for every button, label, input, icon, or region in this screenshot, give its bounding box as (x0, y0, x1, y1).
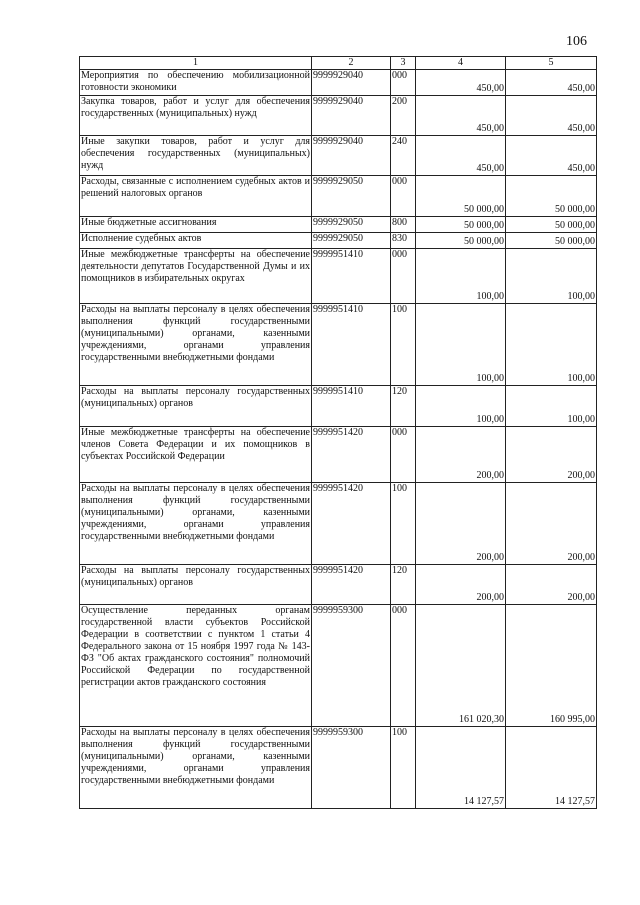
row-sum-2: 100,00 (506, 304, 597, 386)
row-sum-1: 200,00 (416, 483, 506, 565)
row-code: 9999951420 (312, 483, 391, 565)
row-sum-1: 161 020,30 (416, 605, 506, 727)
table-row (80, 386, 597, 427)
row-sum-1: 200,00 (416, 427, 506, 483)
row-code: 9999951420 (312, 427, 391, 483)
row-code: 9999929050 (312, 233, 391, 249)
row-name: Исполнение судебных актов (80, 233, 312, 249)
row-name: Расходы на выплаты персоналу государственных (муниципальных) органов (80, 565, 312, 605)
row-code: 9999929050 (312, 217, 391, 233)
row-name: Расходы, связанные с исполнением судебных актов и решений налоговых органов (80, 176, 312, 217)
row-vr: 000 (391, 249, 416, 304)
row-vr: 000 (391, 70, 416, 96)
table-row (80, 249, 597, 304)
table-row (80, 233, 597, 249)
row-sum-2: 200,00 (506, 483, 597, 565)
row-vr: 800 (391, 217, 416, 233)
row-name: Иные закупки товаров, работ и услуг для обеспечения государственных (муниципальных) нужд (80, 136, 312, 176)
row-code: 9999929050 (312, 176, 391, 217)
table-row (80, 427, 597, 483)
page-number: 106 (566, 34, 587, 49)
row-sum-1: 100,00 (416, 249, 506, 304)
header-col-3: 3 (391, 57, 416, 70)
row-code: 9999951420 (312, 565, 391, 605)
row-name: Закупка товаров, работ и услуг для обеспечения государственных (муниципальных) нужд (80, 96, 312, 136)
row-sum-1: 100,00 (416, 386, 506, 427)
row-name: Иные межбюджетные трансферты на обеспечение членов Совета Федерации и их помощников в субъектах Российской Федерации (80, 427, 312, 483)
row-sum-1: 450,00 (416, 136, 506, 176)
row-sum-2: 450,00 (506, 70, 597, 96)
row-sum-2: 100,00 (506, 249, 597, 304)
header-col-2: 2 (312, 57, 391, 70)
row-sum-2: 160 995,00 (506, 605, 597, 727)
table-row (80, 70, 597, 96)
row-sum-1: 50 000,00 (416, 176, 506, 217)
row-sum-1: 100,00 (416, 304, 506, 386)
table-row (80, 96, 597, 136)
row-vr: 200 (391, 96, 416, 136)
row-sum-2: 200,00 (506, 565, 597, 605)
row-code: 9999959300 (312, 605, 391, 727)
row-code: 9999929040 (312, 96, 391, 136)
table-row (80, 136, 597, 176)
row-vr: 120 (391, 386, 416, 427)
table-row (80, 304, 597, 386)
row-code: 9999951410 (312, 386, 391, 427)
header-col-4: 4 (416, 57, 506, 70)
row-sum-1: 450,00 (416, 96, 506, 136)
row-vr: 830 (391, 233, 416, 249)
row-sum-2: 100,00 (506, 386, 597, 427)
row-vr: 120 (391, 565, 416, 605)
row-code: 9999929040 (312, 70, 391, 96)
header-col-1: 1 (80, 57, 312, 70)
row-vr: 000 (391, 605, 416, 727)
row-sum-2: 450,00 (506, 136, 597, 176)
row-sum-1: 14 127,57 (416, 727, 506, 809)
row-vr: 100 (391, 483, 416, 565)
row-name: Расходы на выплаты персоналу в целях обеспечения выполнения функций государственными (муниципальными) органами, казенными учреждениями, органами управления государственными внебюджетными фондами (80, 727, 312, 809)
row-sum-1: 50 000,00 (416, 233, 506, 249)
row-name: Иные бюджетные ассигнования (80, 217, 312, 233)
header-row (80, 57, 597, 70)
row-name: Расходы на выплаты персоналу в целях обеспечения выполнения функций государственными (муниципальными) органами, казенными учреждениями, органами управления государственными внебюджетными фондами (80, 304, 312, 386)
table-row (80, 605, 597, 727)
row-code: 9999929040 (312, 136, 391, 176)
row-name: Иные межбюджетные трансферты на обеспечение деятельности депутатов Государственной Думы и их помощников в избирательных округах (80, 249, 312, 304)
row-vr: 000 (391, 176, 416, 217)
row-name: Мероприятия по обеспечению мобилизационной готовности экономики (80, 70, 312, 96)
row-vr: 100 (391, 304, 416, 386)
row-code: 9999959300 (312, 727, 391, 809)
row-name: Осуществление переданных органам государственной власти субъектов Российской Федерации в соответствии с пунктом 1 статьи 4 Федерального закона от 15 ноября 1997 года № 143-ФЗ "Об актах гражданского состояния" полномочий Российской Федерации по государственной регистрации актов гражданского состояния (80, 605, 312, 727)
table-row (80, 176, 597, 217)
row-code: 9999951410 (312, 304, 391, 386)
row-name: Расходы на выплаты персоналу в целях обеспечения выполнения функций государственными (муниципальными) органами, казенными учреждениями, органами управления государственными внебюджетными фондами (80, 483, 312, 565)
row-sum-2: 50 000,00 (506, 176, 597, 217)
row-sum-2: 14 127,57 (506, 727, 597, 809)
row-vr: 000 (391, 427, 416, 483)
row-code: 9999951410 (312, 249, 391, 304)
row-sum-1: 50 000,00 (416, 217, 506, 233)
table-row (80, 217, 597, 233)
table-row (80, 483, 597, 565)
table-row (80, 727, 597, 809)
header-col-5: 5 (506, 57, 597, 70)
row-sum-1: 200,00 (416, 565, 506, 605)
row-sum-2: 450,00 (506, 96, 597, 136)
row-sum-1: 450,00 (416, 70, 506, 96)
row-name: Расходы на выплаты персоналу государственных (муниципальных) органов (80, 386, 312, 427)
row-vr: 100 (391, 727, 416, 809)
table-row (80, 565, 597, 605)
row-sum-2: 200,00 (506, 427, 597, 483)
row-sum-2: 50 000,00 (506, 217, 597, 233)
row-sum-2: 50 000,00 (506, 233, 597, 249)
row-vr: 240 (391, 136, 416, 176)
budget-table (79, 56, 597, 809)
